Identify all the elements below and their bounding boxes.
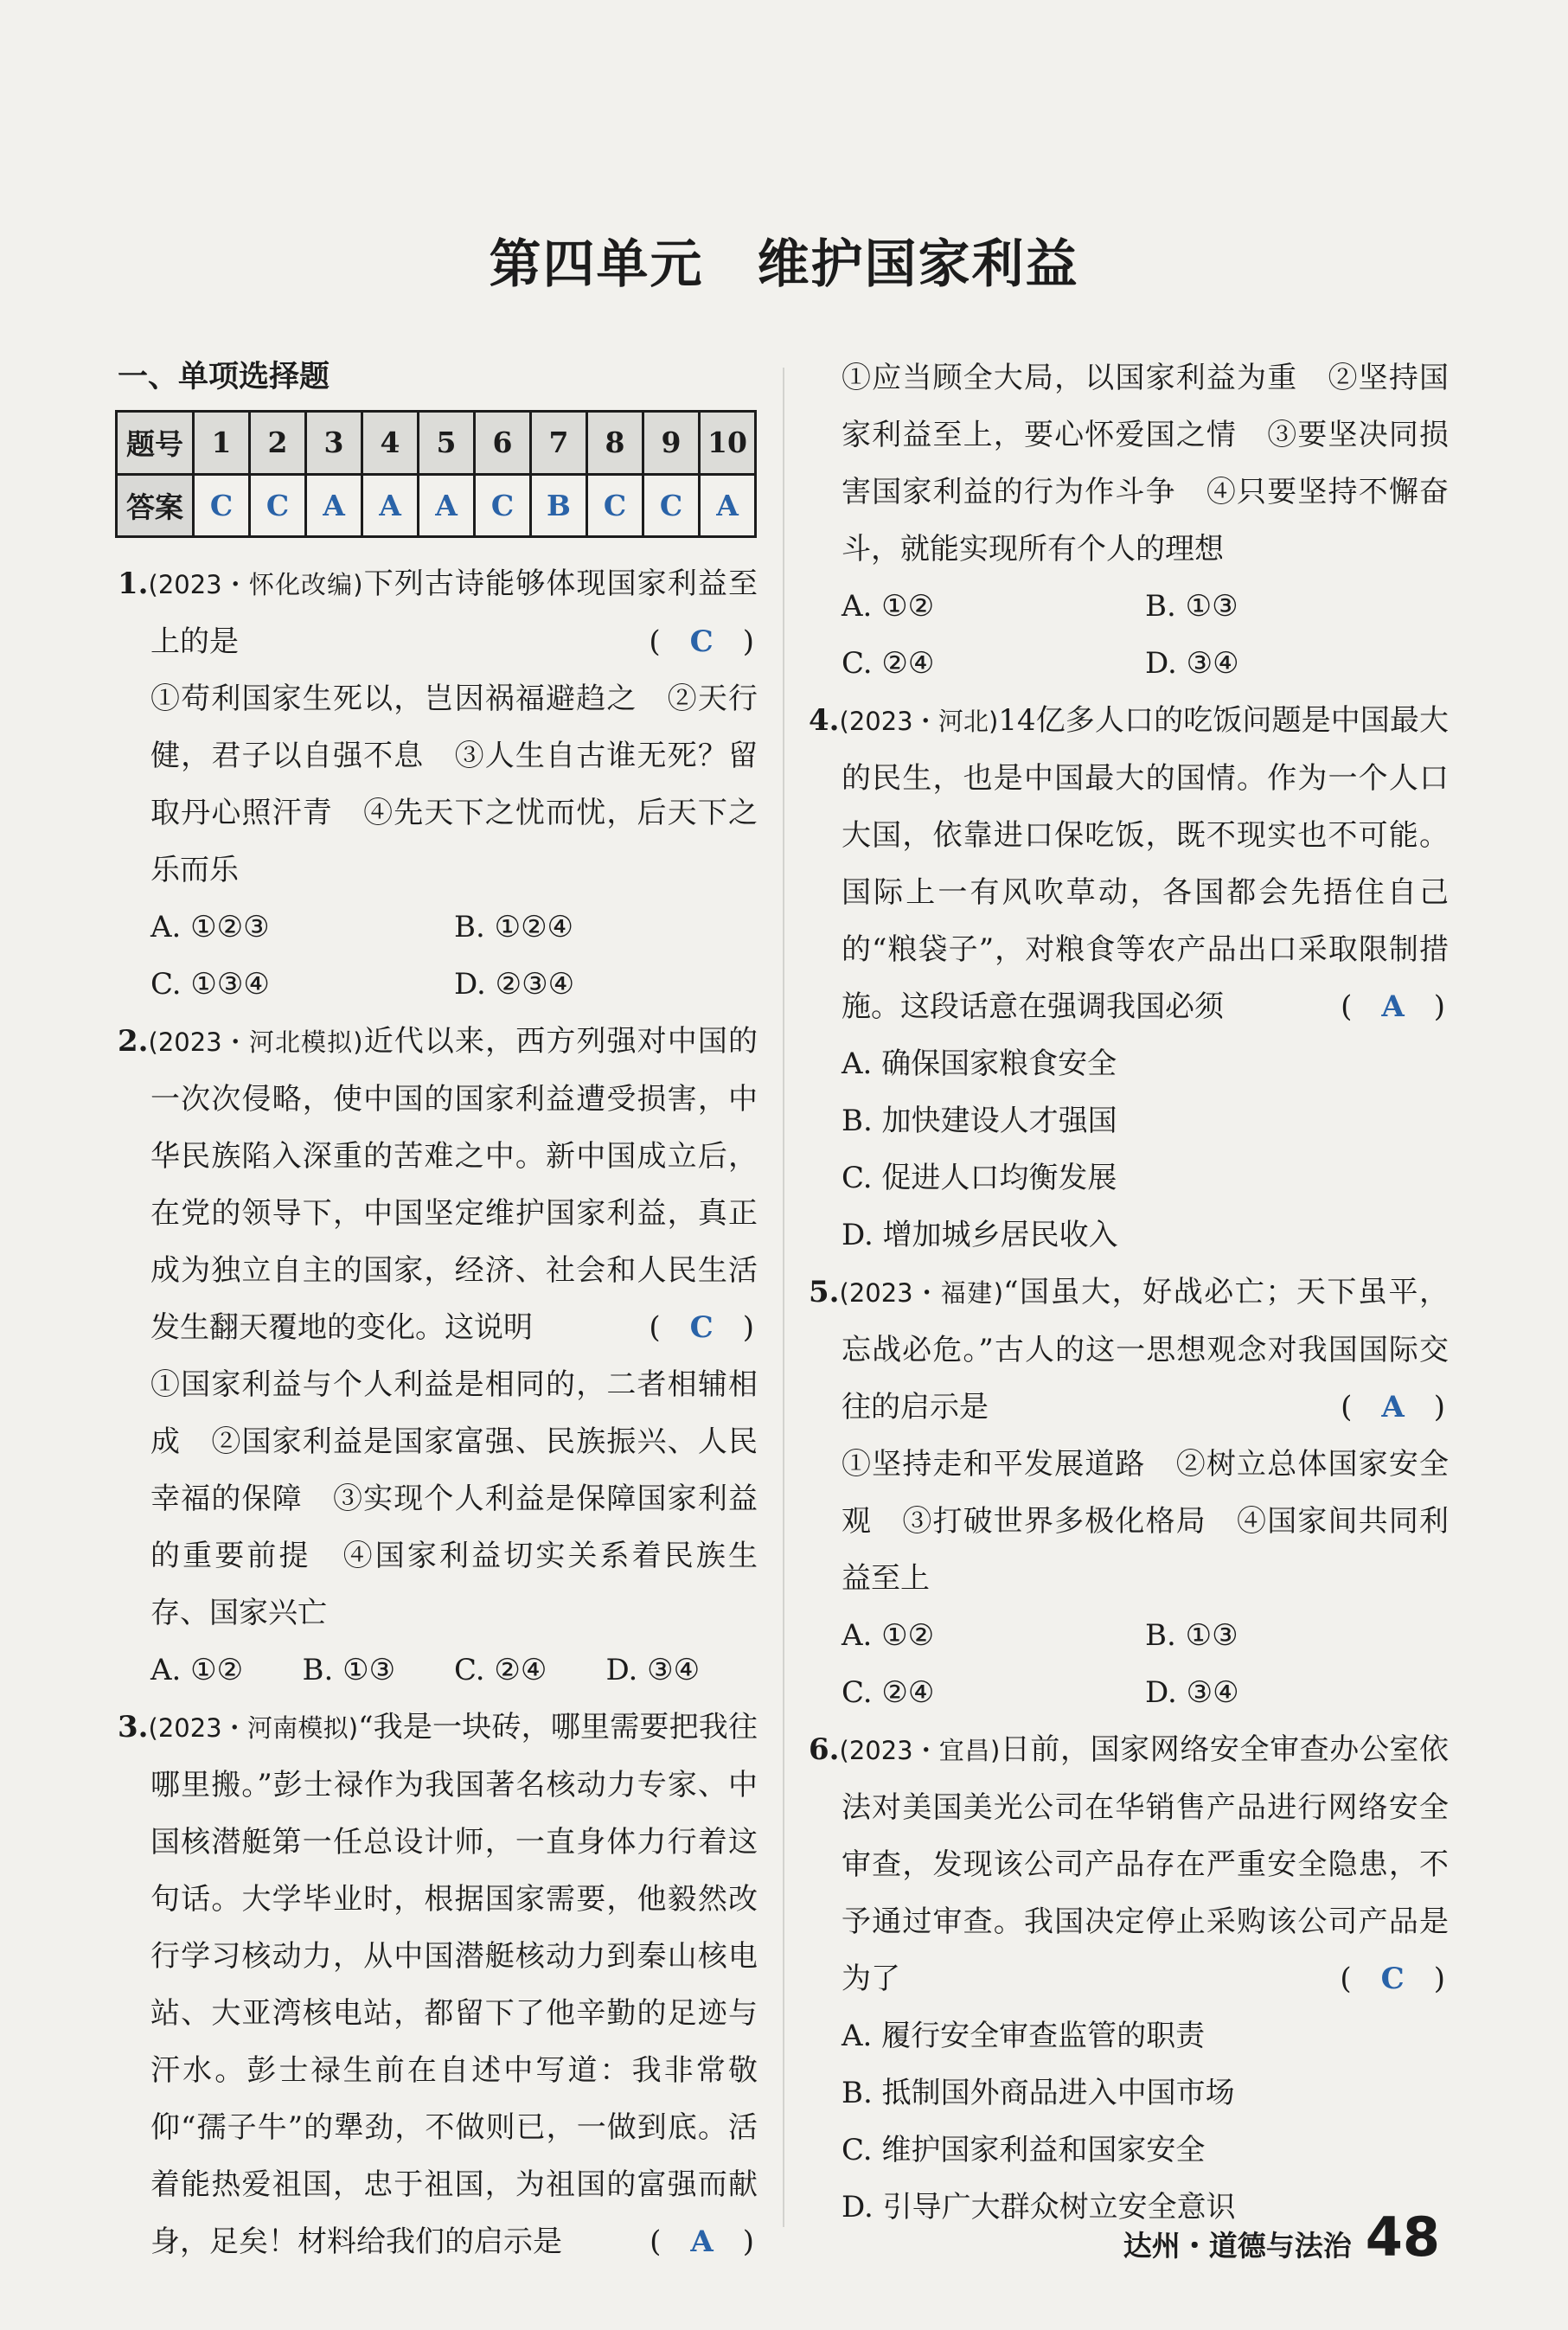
right-column <box>809 349 1449 2236</box>
question-text: 14亿多人口的吃饭问题是中国最大的民生，也是中国最大的国情。作为一个人口大国，依靠进口保吃饭，既不现实也不可能。国际上一有风吹草动，各国都会先捂住自己的“粮袋子”，对粮食等农产品出口采取限制措施。这段话意在强调我国必须 <box>842 703 1450 1024</box>
answer-table-answer: A <box>419 474 475 537</box>
answer-bracket: ( C ) <box>1340 1962 1445 1996</box>
question-text: 下列古诗能够体现国家利益至上的是 <box>150 566 758 659</box>
option: D. ③④ <box>605 1653 701 1687</box>
answer-table-answer: C <box>194 474 250 537</box>
option: A. ①② <box>842 1618 935 1653</box>
question-2 <box>118 1013 758 1699</box>
option: D. ③④ <box>1145 646 1239 681</box>
answer-bracket: ( A ) <box>1341 989 1445 1024</box>
option: B. 抵制国外商品进入中国市场 <box>842 2076 1235 2110</box>
answer-options <box>118 899 758 1013</box>
page-footer <box>1123 2205 1440 2269</box>
option: B. ①③ <box>1145 1618 1238 1653</box>
answer-options <box>118 1642 758 1699</box>
question-number: 5. <box>809 1275 840 1309</box>
answer-table-number-label: 题号 <box>117 412 194 475</box>
question-source: (2023・河南模拟) <box>148 1713 359 1743</box>
option: D. ②③④ <box>454 967 575 1002</box>
answer-table-answer: C <box>587 474 643 537</box>
option: D. 增加城乡居民收入 <box>842 1218 1118 1252</box>
question-text: 日前，国家网络安全审查办公室依法对美国美光公司在华销售产品进行网络安全审查，发现该公司产品存在严重安全隐患，不予通过审查。我国决定停止采购该公司产品是为了 <box>842 1732 1449 1996</box>
option: D. ③④ <box>1145 1675 1239 1710</box>
answer-table-number: 8 <box>587 412 643 475</box>
question-statements: ①应当顾全大局，以国家利益为重 ②坚持国家利益至上，要心怀爱国之情 ③要坚决同损害国家利益的行为作斗争 ④只要坚持不懈奋斗，就能实现所有个人的理想 <box>842 361 1449 566</box>
question-statements: ①国家利益与个人利益是相同的，二者相辅相成 ②国家利益是国家富强、民族振兴、人民幸福的保障 ③实现个人利益是保障国家利益的重要前提 ④国家利益切实关系着民族生存、国家兴亡 <box>150 1367 758 1630</box>
answer-table-answer: C <box>250 474 306 537</box>
answer-options <box>809 1607 1449 1721</box>
answer-bracket: ( A ) <box>650 2224 754 2259</box>
option: D. 引导广大群众树立安全意识 <box>842 2190 1236 2224</box>
question-4 <box>809 692 1449 1264</box>
question-source: (2023・福建) <box>839 1278 1004 1308</box>
option: C. 维护国家利益和国家安全 <box>842 2133 1206 2167</box>
question-stem <box>809 1264 1449 1436</box>
answer-table-answer: C <box>643 474 700 537</box>
answer-table-number: 9 <box>643 412 700 475</box>
answer-table-number: 7 <box>531 412 587 475</box>
question-3 <box>118 1699 758 2270</box>
answer-options <box>809 2007 1449 2236</box>
section-heading: 一、单项选择题 <box>118 360 330 394</box>
answer-table-answer: B <box>531 474 587 537</box>
question-source: (2023・河北模拟) <box>148 1027 363 1057</box>
footer-subject: 达州・道德与法治 <box>1123 2229 1352 2263</box>
question-6 <box>809 1721 1449 2236</box>
answer-table-answer: A <box>700 474 756 537</box>
question-1 <box>118 555 758 1013</box>
answer-options <box>809 578 1449 692</box>
question-5 <box>809 1264 1449 1721</box>
question-number: 2. <box>118 1024 149 1059</box>
option: B. 加快建设人才强国 <box>842 1104 1117 1138</box>
question-number: 3. <box>118 1710 149 1744</box>
answer-letter: C <box>689 624 714 659</box>
column-divider <box>783 368 784 2227</box>
question-number: 1. <box>118 566 149 601</box>
option: C. 促进人口均衡发展 <box>842 1161 1117 1195</box>
question-stem <box>809 692 1449 1035</box>
question-3-continued <box>809 349 1449 692</box>
option: C. ②④ <box>842 1675 935 1710</box>
answer-letter: A <box>1381 989 1405 1024</box>
option: A. ①② <box>150 1653 244 1687</box>
answer-table-answer: C <box>475 474 531 537</box>
question-text: 近代以来，西方列强对中国的一次次侵略，使中国的国家利益遭受损害，中华民族陷入深重的苦难之中。新中国成立后，在党的领导下，中国坚定维护国家利益，真正成为独立自主的国家，经济、社会和人民生活发生翻天覆地的变化。这说明 <box>150 1024 758 1345</box>
question-stem <box>118 555 758 670</box>
question-source: (2023・宜昌) <box>839 1736 1001 1765</box>
question-statements: ①坚持走和平发展道路 ②树立总体国家安全观 ③打破世界多极化格局 ④国家间共同利益至上 <box>842 1447 1449 1596</box>
option: B. ①③ <box>1145 589 1238 624</box>
answer-options <box>809 1035 1449 1264</box>
question-stem <box>118 1013 758 1356</box>
answer-table-number: 1 <box>194 412 250 475</box>
answer-table-number: 2 <box>250 412 306 475</box>
option: C. ②④ <box>842 646 935 681</box>
answer-table-number: 10 <box>700 412 756 475</box>
answer-table-number: 3 <box>306 412 362 475</box>
option: B. ①②④ <box>454 910 574 944</box>
answer-table-answer: A <box>306 474 362 537</box>
answer-letter: A <box>1381 1390 1405 1424</box>
answer-letter: C <box>689 1310 714 1345</box>
answer-table-number-row <box>117 412 756 475</box>
left-column <box>118 555 758 2270</box>
question-source: (2023・怀化改编) <box>148 570 363 599</box>
question-text: “国虽大，好战必亡；天下虽平，忘战必危。”古人的这一思想观念对我国国际交往的启示是 <box>842 1275 1449 1424</box>
answer-letter: A <box>690 2224 714 2259</box>
question-number: 4. <box>809 703 840 738</box>
option: B. ①③ <box>302 1653 396 1687</box>
question-source: (2023・河北) <box>839 707 999 736</box>
answer-table-number: 5 <box>419 412 475 475</box>
answer-bracket: ( C ) <box>649 624 754 659</box>
page-number: 48 <box>1365 2205 1440 2269</box>
answer-table-answer-row <box>117 474 756 537</box>
option: A. 履行安全审查监管的职责 <box>842 2019 1206 2053</box>
answer-bracket: ( C ) <box>649 1310 754 1345</box>
answer-bracket: ( A ) <box>1341 1390 1445 1424</box>
question-text: “我是一块砖，哪里需要把我往哪里搬。”彭士禄作为我国著名核动力专家、中国核潜艇第一任总设计师，一直身体力行着这句话。大学毕业时，根据国家需要，他毅然改行学习核动力，从中国潜艇核动力到秦山核电站、大亚湾核电站，都留下了他辛勤的足迹与汗水。彭士禄生前在自述中写道：我非常敬仰“孺子牛”的犟劲，不做则已，一做到底。活着能热爱祖国，忠于祖国，为祖国的富强而献身，足矣！材料给我们的启示是 <box>150 1710 758 2259</box>
answer-table-answer-label: 答案 <box>117 474 194 537</box>
option: A. ①② <box>842 589 935 624</box>
option: A. 确保国家粮食安全 <box>842 1047 1117 1081</box>
option: A. ①②③ <box>150 910 270 944</box>
question-statements: ①苟利国家生死以，岂因祸福避趋之 ②天行健，君子以自强不息 ③人生自古谁无死？留取丹心照汗青 ④先天下之忧而忧，后天下之乐而乐 <box>150 682 758 887</box>
option: C. ①③④ <box>150 967 270 1002</box>
page-title: 第四单元 维护国家利益 <box>489 234 1079 295</box>
answer-table-answer: A <box>362 474 419 537</box>
question-stem <box>809 1721 1449 2007</box>
option: C. ②④ <box>454 1653 547 1687</box>
answer-table-number: 6 <box>475 412 531 475</box>
answer-letter: C <box>1380 1962 1405 1996</box>
question-number: 6. <box>809 1732 840 1767</box>
answer-table <box>115 410 757 538</box>
question-stem <box>118 1699 758 2270</box>
answer-table-number: 4 <box>362 412 419 475</box>
